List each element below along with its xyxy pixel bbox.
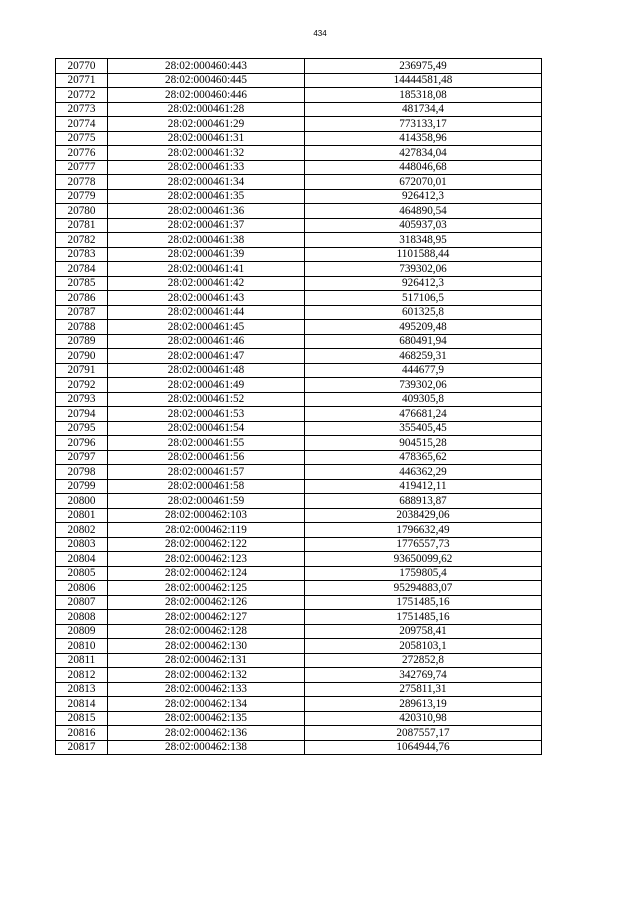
cadastral-number-cell: 28:02:000462:128 xyxy=(108,624,305,639)
table-row xyxy=(56,262,542,277)
row-number-cell: 20773 xyxy=(56,102,108,117)
row-number-cell: 20780 xyxy=(56,204,108,219)
cadastral-number-cell: 28:02:000462:133 xyxy=(108,682,305,697)
cadastral-value-cell: 289613,19 xyxy=(305,697,542,712)
row-number-cell: 20807 xyxy=(56,595,108,610)
cadastral-value-cell: 1101588,44 xyxy=(305,247,542,262)
row-number-cell: 20778 xyxy=(56,175,108,190)
cadastral-number-cell: 28:02:000462:119 xyxy=(108,523,305,538)
row-number-cell: 20796 xyxy=(56,436,108,451)
table-row xyxy=(56,479,542,494)
row-number-cell: 20815 xyxy=(56,711,108,726)
cadastral-value-cell: 420310,98 xyxy=(305,711,542,726)
table-body xyxy=(56,59,542,755)
row-number-cell: 20798 xyxy=(56,465,108,480)
table-row xyxy=(56,334,542,349)
row-number-cell: 20803 xyxy=(56,537,108,552)
row-number-cell: 20784 xyxy=(56,262,108,277)
table-row xyxy=(56,88,542,103)
row-number-cell: 20791 xyxy=(56,363,108,378)
row-number-cell: 20770 xyxy=(56,59,108,74)
cadastral-value-cell: 478365,62 xyxy=(305,450,542,465)
table-row xyxy=(56,523,542,538)
table-row xyxy=(56,407,542,422)
cadastral-number-cell: 28:02:000461:41 xyxy=(108,262,305,277)
cadastral-number-cell: 28:02:000462:135 xyxy=(108,711,305,726)
cadastral-value-cell: 272852,8 xyxy=(305,653,542,668)
cadastral-number-cell: 28:02:000461:53 xyxy=(108,407,305,422)
row-number-cell: 20785 xyxy=(56,276,108,291)
cadastral-number-cell: 28:02:000462:138 xyxy=(108,740,305,755)
cadastral-number-cell: 28:02:000461:55 xyxy=(108,436,305,451)
cadastral-value-cell: 926412,3 xyxy=(305,276,542,291)
row-number-cell: 20806 xyxy=(56,581,108,596)
cadastral-value-cell: 236975,49 xyxy=(305,59,542,74)
table-row xyxy=(56,320,542,335)
table-row xyxy=(56,494,542,509)
cadastral-number-cell: 28:02:000462:131 xyxy=(108,653,305,668)
cadastral-number-cell: 28:02:000461:36 xyxy=(108,204,305,219)
cadastral-value-cell: 275811,31 xyxy=(305,682,542,697)
cadastral-value-cell: 2087557,17 xyxy=(305,726,542,741)
cadastral-value-cell: 409305,8 xyxy=(305,392,542,407)
row-number-cell: 20774 xyxy=(56,117,108,132)
row-number-cell: 20781 xyxy=(56,218,108,233)
table-row xyxy=(56,233,542,248)
table-row xyxy=(56,711,542,726)
cadastral-value-cell: 926412,3 xyxy=(305,189,542,204)
table-row xyxy=(56,639,542,654)
row-number-cell: 20776 xyxy=(56,146,108,161)
cadastral-value-cell: 444677,9 xyxy=(305,363,542,378)
row-number-cell: 20788 xyxy=(56,320,108,335)
cadastral-number-cell: 28:02:000461:33 xyxy=(108,160,305,175)
table-row xyxy=(56,581,542,596)
cadastral-number-cell: 28:02:000461:35 xyxy=(108,189,305,204)
cadastral-value-cell: 476681,24 xyxy=(305,407,542,422)
row-number-cell: 20808 xyxy=(56,610,108,625)
cadastral-number-cell: 28:02:000462:103 xyxy=(108,508,305,523)
cadastral-number-cell: 28:02:000461:52 xyxy=(108,392,305,407)
cadastral-number-cell: 28:02:000460:443 xyxy=(108,59,305,74)
table-row xyxy=(56,189,542,204)
cadastral-value-cell: 1776557,73 xyxy=(305,537,542,552)
table-row xyxy=(56,508,542,523)
table-row xyxy=(56,349,542,364)
table-row xyxy=(56,218,542,233)
table-row xyxy=(56,595,542,610)
table-row xyxy=(56,276,542,291)
table-row xyxy=(56,146,542,161)
cadastral-value-cell: 14444581,48 xyxy=(305,73,542,88)
table-row xyxy=(56,247,542,262)
cadastral-value-cell: 1759805,4 xyxy=(305,566,542,581)
cadastral-number-cell: 28:02:000462:122 xyxy=(108,537,305,552)
row-number-cell: 20812 xyxy=(56,668,108,683)
cadastral-value-cell: 448046,68 xyxy=(305,160,542,175)
cadastral-value-cell: 481734,4 xyxy=(305,102,542,117)
row-number-cell: 20805 xyxy=(56,566,108,581)
cadastral-value-cell: 318348,95 xyxy=(305,233,542,248)
row-number-cell: 20777 xyxy=(56,160,108,175)
table-row xyxy=(56,73,542,88)
table-row xyxy=(56,697,542,712)
cadastral-number-cell: 28:02:000462:124 xyxy=(108,566,305,581)
cadastral-value-cell: 209758,41 xyxy=(305,624,542,639)
table-row xyxy=(56,392,542,407)
cadastral-value-cell: 601325,8 xyxy=(305,305,542,320)
cadastral-value-cell: 672070,01 xyxy=(305,175,542,190)
table-row xyxy=(56,291,542,306)
cadastral-number-cell: 28:02:000462:134 xyxy=(108,697,305,712)
table-row xyxy=(56,668,542,683)
cadastral-value-cell: 446362,29 xyxy=(305,465,542,480)
table-row xyxy=(56,363,542,378)
cadastral-number-cell: 28:02:000461:29 xyxy=(108,117,305,132)
table-row xyxy=(56,740,542,755)
cadastral-number-cell: 28:02:000461:54 xyxy=(108,421,305,436)
cadastral-number-cell: 28:02:000462:127 xyxy=(108,610,305,625)
table-row xyxy=(56,204,542,219)
table-row xyxy=(56,537,542,552)
row-number-cell: 20799 xyxy=(56,479,108,494)
table-row xyxy=(56,59,542,74)
row-number-cell: 20775 xyxy=(56,131,108,146)
table-row xyxy=(56,160,542,175)
table-row xyxy=(56,726,542,741)
cadastral-value-cell: 2058103,1 xyxy=(305,639,542,654)
cadastral-value-cell: 688913,87 xyxy=(305,494,542,509)
row-number-cell: 20782 xyxy=(56,233,108,248)
row-number-cell: 20809 xyxy=(56,624,108,639)
cadastral-number-cell: 28:02:000462:136 xyxy=(108,726,305,741)
table-row xyxy=(56,131,542,146)
cadastral-value-cell: 405937,03 xyxy=(305,218,542,233)
row-number-cell: 20804 xyxy=(56,552,108,567)
row-number-cell: 20787 xyxy=(56,305,108,320)
table-row xyxy=(56,465,542,480)
cadastral-number-cell: 28:02:000461:43 xyxy=(108,291,305,306)
page-number: 434 xyxy=(313,29,327,38)
table-row xyxy=(56,682,542,697)
table-row xyxy=(56,624,542,639)
cadastral-value-cell: 464890,54 xyxy=(305,204,542,219)
table-row xyxy=(56,175,542,190)
cadastral-number-cell: 28:02:000461:31 xyxy=(108,131,305,146)
table-row xyxy=(56,102,542,117)
cadastral-number-cell: 28:02:000460:446 xyxy=(108,88,305,103)
cadastral-number-cell: 28:02:000461:48 xyxy=(108,363,305,378)
cadastral-number-cell: 28:02:000461:42 xyxy=(108,276,305,291)
row-number-cell: 20797 xyxy=(56,450,108,465)
row-number-cell: 20772 xyxy=(56,88,108,103)
cadastral-value-cell: 1751485,16 xyxy=(305,595,542,610)
cadastral-value-cell: 342769,74 xyxy=(305,668,542,683)
cadastral-number-cell: 28:02:000461:46 xyxy=(108,334,305,349)
cadastral-value-cell: 95294883,07 xyxy=(305,581,542,596)
cadastral-value-cell: 495209,48 xyxy=(305,320,542,335)
cadastral-value-cell: 468259,31 xyxy=(305,349,542,364)
row-number-cell: 20811 xyxy=(56,653,108,668)
cadastral-number-cell: 28:02:000461:32 xyxy=(108,146,305,161)
row-number-cell: 20795 xyxy=(56,421,108,436)
row-number-cell: 20801 xyxy=(56,508,108,523)
cadastral-value-table xyxy=(55,58,542,755)
row-number-cell: 20816 xyxy=(56,726,108,741)
cadastral-number-cell: 28:02:000461:47 xyxy=(108,349,305,364)
cadastral-value-cell: 1796632,49 xyxy=(305,523,542,538)
cadastral-number-cell: 28:02:000461:38 xyxy=(108,233,305,248)
cadastral-number-cell: 28:02:000461:49 xyxy=(108,378,305,393)
cadastral-number-cell: 28:02:000462:126 xyxy=(108,595,305,610)
cadastral-value-cell: 93650099,62 xyxy=(305,552,542,567)
row-number-cell: 20800 xyxy=(56,494,108,509)
cadastral-number-cell: 28:02:000461:34 xyxy=(108,175,305,190)
cadastral-value-cell: 427834,04 xyxy=(305,146,542,161)
row-number-cell: 20792 xyxy=(56,378,108,393)
cadastral-number-cell: 28:02:000461:39 xyxy=(108,247,305,262)
cadastral-number-cell: 28:02:000461:56 xyxy=(108,450,305,465)
cadastral-number-cell: 28:02:000461:37 xyxy=(108,218,305,233)
cadastral-number-cell: 28:02:000461:45 xyxy=(108,320,305,335)
cadastral-number-cell: 28:02:000461:44 xyxy=(108,305,305,320)
cadastral-value-cell: 2038429,06 xyxy=(305,508,542,523)
cadastral-value-cell: 773133,17 xyxy=(305,117,542,132)
row-number-cell: 20779 xyxy=(56,189,108,204)
row-number-cell: 20810 xyxy=(56,639,108,654)
cadastral-value-cell: 904515,28 xyxy=(305,436,542,451)
cadastral-number-cell: 28:02:000461:28 xyxy=(108,102,305,117)
cadastral-value-cell: 680491,94 xyxy=(305,334,542,349)
table-row xyxy=(56,117,542,132)
cadastral-value-cell: 185318,08 xyxy=(305,88,542,103)
table-row xyxy=(56,305,542,320)
row-number-cell: 20817 xyxy=(56,740,108,755)
cadastral-value-cell: 1751485,16 xyxy=(305,610,542,625)
table-row xyxy=(56,610,542,625)
row-number-cell: 20771 xyxy=(56,73,108,88)
cadastral-value-cell: 739302,06 xyxy=(305,378,542,393)
cadastral-number-cell: 28:02:000462:125 xyxy=(108,581,305,596)
row-number-cell: 20793 xyxy=(56,392,108,407)
cadastral-number-cell: 28:02:000461:59 xyxy=(108,494,305,509)
table-row xyxy=(56,450,542,465)
cadastral-value-cell: 355405,45 xyxy=(305,421,542,436)
table-row xyxy=(56,653,542,668)
cadastral-value-cell: 517106,5 xyxy=(305,291,542,306)
row-number-cell: 20783 xyxy=(56,247,108,262)
row-number-cell: 20789 xyxy=(56,334,108,349)
table-row xyxy=(56,552,542,567)
cadastral-number-cell: 28:02:000462:130 xyxy=(108,639,305,654)
row-number-cell: 20802 xyxy=(56,523,108,538)
row-number-cell: 20786 xyxy=(56,291,108,306)
cadastral-value-cell: 414358,96 xyxy=(305,131,542,146)
cadastral-number-cell: 28:02:000462:123 xyxy=(108,552,305,567)
cadastral-number-cell: 28:02:000461:58 xyxy=(108,479,305,494)
cadastral-value-cell: 1064944,76 xyxy=(305,740,542,755)
table-row xyxy=(56,378,542,393)
row-number-cell: 20790 xyxy=(56,349,108,364)
row-number-cell: 20794 xyxy=(56,407,108,422)
cadastral-number-cell: 28:02:000462:132 xyxy=(108,668,305,683)
cadastral-number-cell: 28:02:000461:57 xyxy=(108,465,305,480)
row-number-cell: 20813 xyxy=(56,682,108,697)
table-row xyxy=(56,436,542,451)
cadastral-value-cell: 419412,11 xyxy=(305,479,542,494)
row-number-cell: 20814 xyxy=(56,697,108,712)
table-row xyxy=(56,421,542,436)
cadastral-value-cell: 739302,06 xyxy=(305,262,542,277)
table-row xyxy=(56,566,542,581)
cadastral-number-cell: 28:02:000460:445 xyxy=(108,73,305,88)
